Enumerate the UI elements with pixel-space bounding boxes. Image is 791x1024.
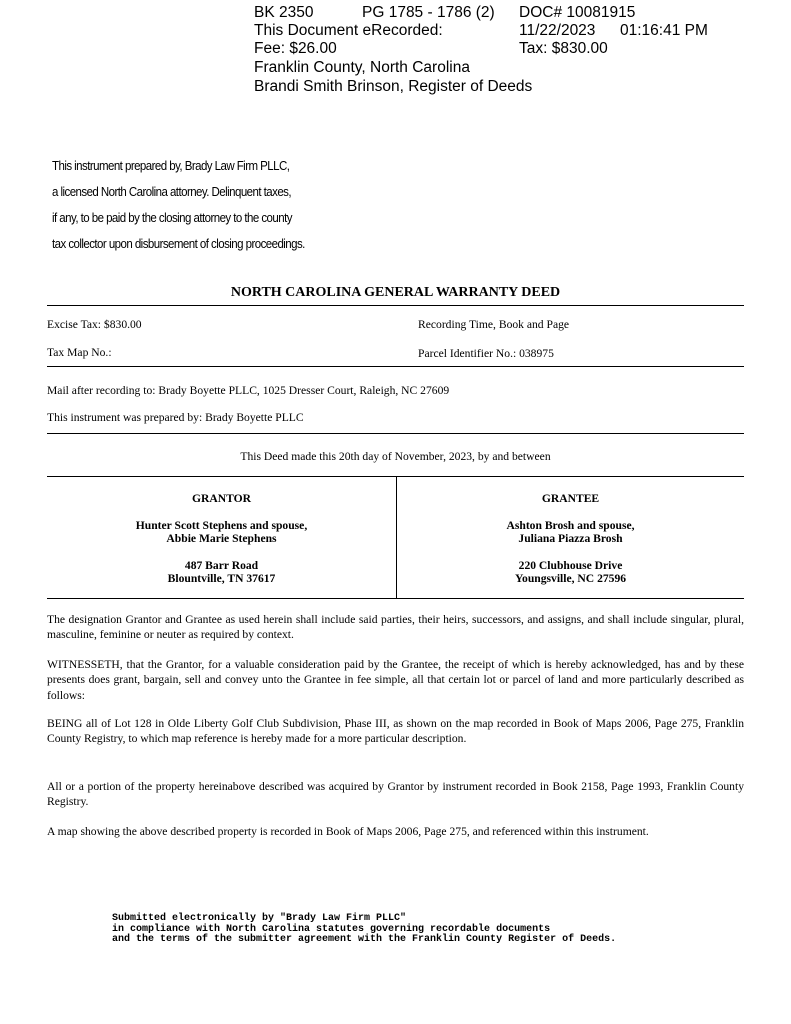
grantor-name-2: Abbie Marie Stephens (166, 532, 277, 545)
acquired-paragraph: All or a portion of the property hereinabove described was acquired by Grantor by instrument recorded in Book 2158, Page 1993, Franklin County Registry. (47, 780, 744, 809)
page-range: PG 1785 - 1786 (2) (362, 4, 495, 21)
preparer-note-line-1: This instrument prepared by, Brady Law Firm PLLC, (52, 159, 290, 173)
recorded-date: 11/22/2023 (519, 22, 596, 39)
erecorded-label: This Document eRecorded: (254, 22, 443, 39)
grantee-address-1: 220 Clubhouse Drive (518, 559, 623, 572)
recorded-time: 01:16:41 PM (620, 22, 708, 39)
mail-after-recording: Mail after recording to: Brady Boyette PLLC, 1025 Dresser Court, Raleigh, NC 27609 (47, 384, 450, 397)
fee: Fee: $26.00 (254, 40, 337, 57)
doc-number: DOC# 10081915 (519, 4, 636, 21)
grantee-heading: GRANTEE (541, 492, 600, 505)
divider (47, 433, 744, 434)
register-of-deeds: Brandi Smith Brinson, Register of Deeds (254, 78, 533, 95)
electronic-submission-stamp (112, 914, 616, 946)
divider (47, 598, 744, 599)
deed-title: NORTH CAROLINA GENERAL WARRANTY DEED (230, 285, 561, 300)
book-number: BK 2350 (254, 4, 314, 21)
deed-made-statement: This Deed made this 20th day of November, 2023, by and between (240, 450, 551, 463)
recording-time: Recording Time, Book and Page (418, 318, 570, 331)
submission-line-3: and the terms of the submitter agreement with the Franklin County Register of Deeds. (112, 934, 617, 945)
grantee-name-2: Juliana Piazza Brosh (518, 532, 623, 545)
grantee-name-1: Ashton Brosh and spouse, (506, 519, 635, 532)
tax: Tax: $830.00 (519, 40, 608, 57)
grantor-name-1: Hunter Scott Stephens and spouse, (135, 519, 308, 532)
preparer-note-line-3: if any, to be paid by the closing attorney to the county (52, 211, 292, 225)
tax-map-number: Tax Map No.: (47, 346, 112, 359)
submission-line-1: Submitted electronically by "Brady Law Firm PLLC" (112, 913, 407, 924)
grantor-address-2: Blountville, TN 37617 (167, 572, 276, 585)
parcel-identifier: Parcel Identifier No.: 038975 (418, 347, 554, 360)
submission-line-2: in compliance with North Carolina statutes governing recordable documents (112, 923, 551, 935)
prepared-by: This instrument was prepared by: Brady Boyette PLLC (47, 411, 304, 424)
divider (47, 366, 744, 367)
preparer-note-line-2: a licensed North Carolina attorney. Delinquent taxes, (52, 185, 292, 199)
legal-description-paragraph: BEING all of Lot 128 in Olde Liberty Golf Club Subdivision, Phase III, as shown on the map recorded in Book of Maps 2006, Page 275, Franklin County Registry, to which map reference is hereby made for a more particular description. (47, 717, 744, 746)
designation-paragraph: The designation Grantor and Grantee as used herein shall include said parties, their heirs, successors, and assigns, and shall include singular, plural, masculine, feminine or neuter as required by context. (47, 613, 744, 642)
divider (47, 305, 744, 306)
preparer-note-line-4: tax collector upon disbursement of closing proceedings. (52, 237, 305, 251)
county: Franklin County, North Carolina (254, 59, 470, 76)
excise-tax: Excise Tax: $830.00 (47, 318, 142, 331)
grantor-heading: GRANTOR (191, 492, 252, 505)
grantor-address-1: 487 Barr Road (184, 559, 259, 572)
witnesseth-paragraph: WITNESSETH, that the Grantor, for a valuable consideration paid by the Grantee, the receipt of which is hereby acknowledged, has and by these presents does grant, bargain, sell and convey unto the Grantee in fee simple, all that certain lot or parcel of land and more particularly described as follows: (47, 658, 744, 702)
grantee-address-2: Youngsville, NC 27596 (514, 572, 627, 585)
map-reference-paragraph: A map showing the above described property is recorded in Book of Maps 2006, Page 275, and referenced within this instrument. (47, 825, 649, 838)
